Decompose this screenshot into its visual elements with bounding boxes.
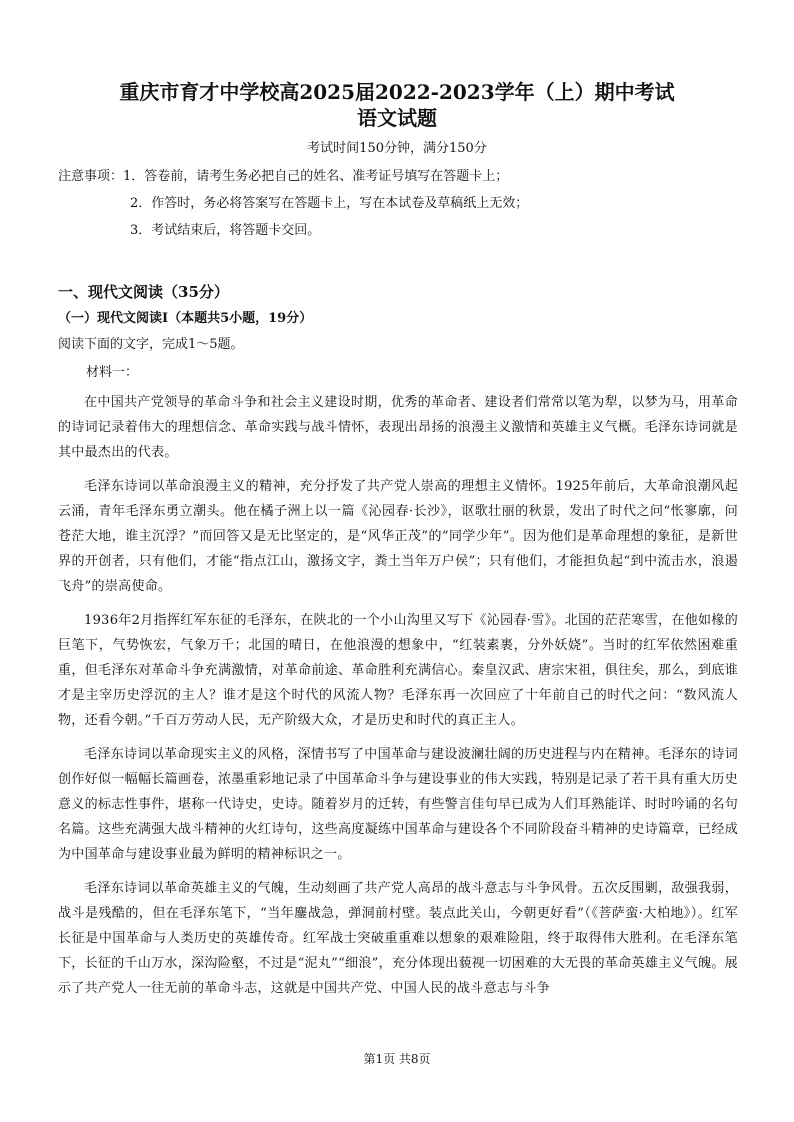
page-title: 重庆市育才中学校高2025届2022-2023学年（上）期中考试 <box>119 80 675 104</box>
page-number: 第1页 共8页 <box>363 1052 431 1066</box>
reading-instruction: 阅读下面的文字，完成1～5题。 <box>58 337 244 352</box>
material-label: 材料一： <box>86 365 139 380</box>
passage-paragraph: 毛泽东诗词以革命浪漫主义的精神，充分抒发了共产党人崇高的理想主义情怀。1925年前后，大革命浪潮风起云涌，青年毛泽东勇立潮头。他在橘子洲上以一篇《沁园春·长沙》，讴歌壮丽的秋景，发出了时代之问“怅寥廓，问苍茫大地，谁主沉浮？”而回答又是无比坚定的，是“风华正茂”的“同学少年”。因为他们是革命理想的象征，是新世界的开创者，只有他们，才能“指点江山，激扬文字，粪土当年万户侯”；只有他们，才能担负起“到中流击水，浪遏飞舟”的崇高使命。 <box>58 479 738 594</box>
passage-paragraph: 毛泽东诗词以革命现实主义的风格，深情书写了中国革命与建设波澜壮阔的历史进程与内在精神。毛泽东的诗词创作好似一幅幅长篇画卷，浓墨重彩地记录了中国革命斗争与建设事业的伟大实践，特别是记录了若干具有重大历史意义的标志性事件，堪称一代诗史，史诗。随着岁月的迁转，有些警言佳句早已成为人们耳熟能详、时时吟诵的名句名篇。这些充满强大战斗精神的火红诗句，这些高度凝练中国革命与建设各个不同阶段奋斗精神的史诗篇章，已经成为中国革命与建设事业最为鲜明的精神标识之一。 <box>58 747 738 862</box>
note-text: 2．作答时，务必将答案写在答题卡上，写在本试卷及草稿纸上无效； <box>130 196 529 211</box>
section-heading: 一、现代文阅读（35分） <box>58 283 229 301</box>
note-item <box>58 194 758 221</box>
subsection-heading: （一）现代文阅读Ⅰ（本题共5小题，19分） <box>58 311 313 326</box>
note-text: 3．考试结束后，将答题卡交回。 <box>130 223 321 238</box>
passage-paragraph: 毛泽东诗词以革命英雄主义的气魄，生动刻画了共产党人高昂的战斗意志与斗争风骨。五次反围剿，敌强我弱，战斗是残酷的，但在毛泽东笔下，“当年鏖战急，弹洞前村壁。装点此关山，今朝更好看”（《菩萨蛮·大柏地》）。红军长征是中国革命与人类历史的英雄传奇。红军战士突破重重难以想象的艰难险阻，终于取得伟大胜利。在毛泽东笔下，长征的千山万水，深沟险壑，不过是“泥丸”“细浪”，充分体现出藐视一切困难的大无畏的革命英雄主义气魄。展示了共产党人一往无前的革命斗志，这就是中国共产党、中国人民的战斗意志与斗争 <box>58 881 738 996</box>
notes-block <box>58 167 758 248</box>
passage-paragraph: 在中国共产党领导的革命斗争和社会主义建设时期，优秀的革命者、建设者们常常以笔为犁，以梦为马，用革命的诗词记录着伟大的理想信念、革命实践与战斗情怀，表现出昂扬的浪漫主义激情和英雄主义气概。毛泽东诗词就是其中最杰出的代表。 <box>58 395 738 460</box>
note-item <box>58 167 758 194</box>
passage-paragraph: 1936年2月指挥红军东征的毛泽东，在陕北的一个小山沟里又写下《沁园春·雪》。北国的茫茫寒雪，在他如椽的巨笔下，气势恢宏，气象万千；北国的晴日，在他浪漫的想象中，“红装素裹，分外妖娆”。当时的红军依然困难重重，但毛泽东对革命斗争充满激情，对革命前途、革命胜利充满信心。秦皇汉武、唐宗宋祖，俱往矣，那么，到底谁才是主宰历史浮沉的主人？谁才是这个时代的风流人物？毛泽东再一次回应了十年前自己的时代之问：“数风流人物，还看今朝。”千百万劳动人民，无产阶级大众，才是历史和时代的真正主人。 <box>58 613 738 728</box>
passage-body <box>58 390 738 1010</box>
exam-time-info: 考试时间150分钟，满分150分 <box>307 141 487 156</box>
note-text: 1．答卷前，请考生务必把自己的姓名、准考证号填写在答题卡上； <box>123 169 509 184</box>
notes-label: 注意事项： <box>58 169 124 184</box>
note-item <box>58 221 758 248</box>
page-subtitle: 语文试题 <box>357 106 437 130</box>
